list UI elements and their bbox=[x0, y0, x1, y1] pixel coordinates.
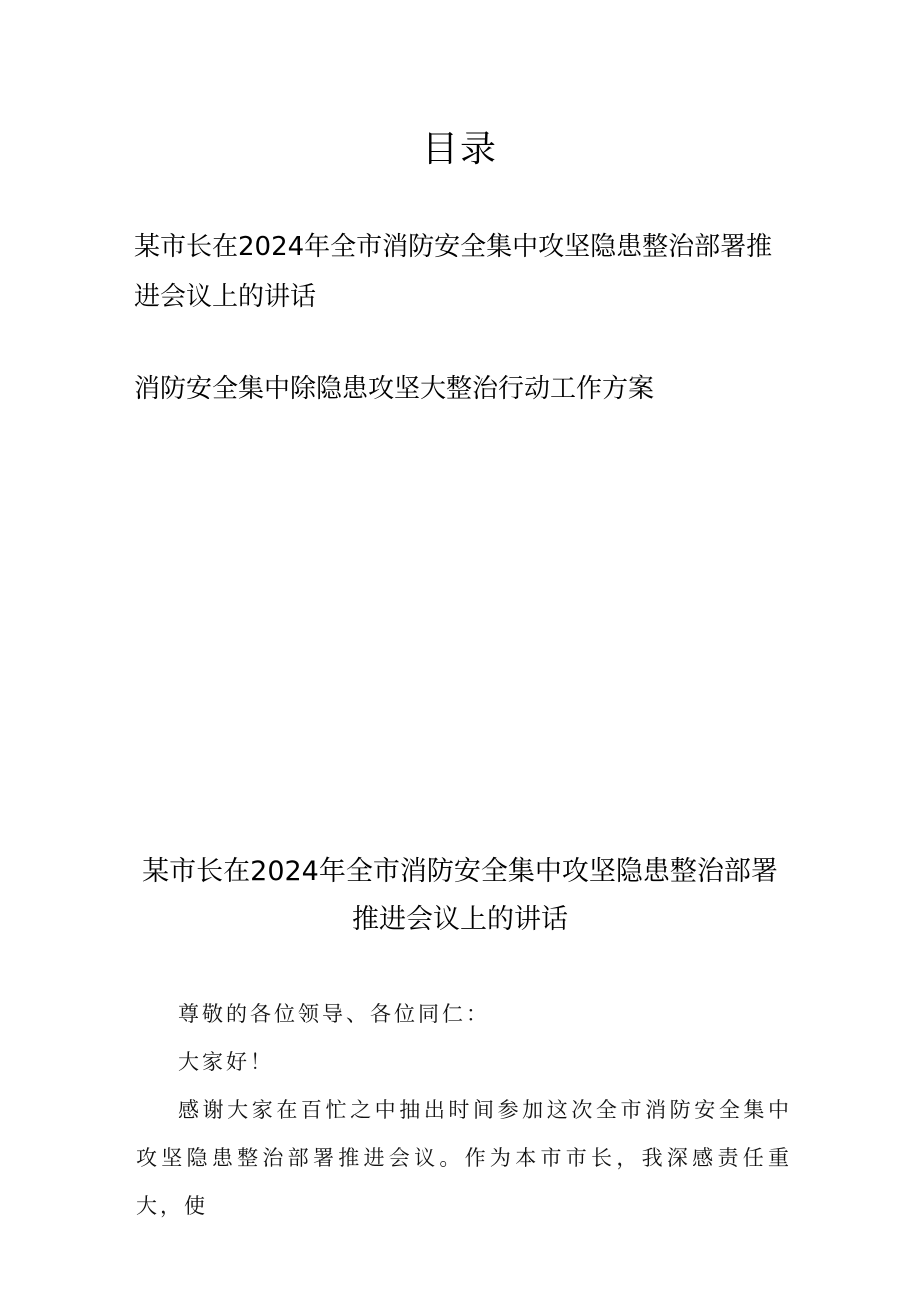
document-title: 某市长在2024年全市消防安全集中攻坚隐患整治部署推进会议上的讲话 bbox=[142, 856, 778, 935]
greeting-paragraph: 大家好！ bbox=[178, 1050, 274, 1074]
salutation-paragraph: 尊敬的各位领导、各位同仁： bbox=[178, 1002, 490, 1026]
toc-item-speech[interactable]: 某市长在2024年全市消防安全集中攻坚隐患整治部署推进会议上的讲话 bbox=[134, 232, 773, 312]
toc-title: 目录 bbox=[421, 129, 498, 170]
toc-item-work-plan[interactable]: 消防安全集中除隐患攻坚大整治行动工作方案 bbox=[134, 374, 655, 404]
body-paragraph: 感谢大家在百忙之中抽出时间参加这次全市消防安全集中攻坚隐患整治部署推进会议。作为本市市长，我深感责任重大，使 bbox=[136, 1098, 792, 1218]
toc-list bbox=[134, 222, 794, 456]
document-body bbox=[136, 990, 792, 1230]
